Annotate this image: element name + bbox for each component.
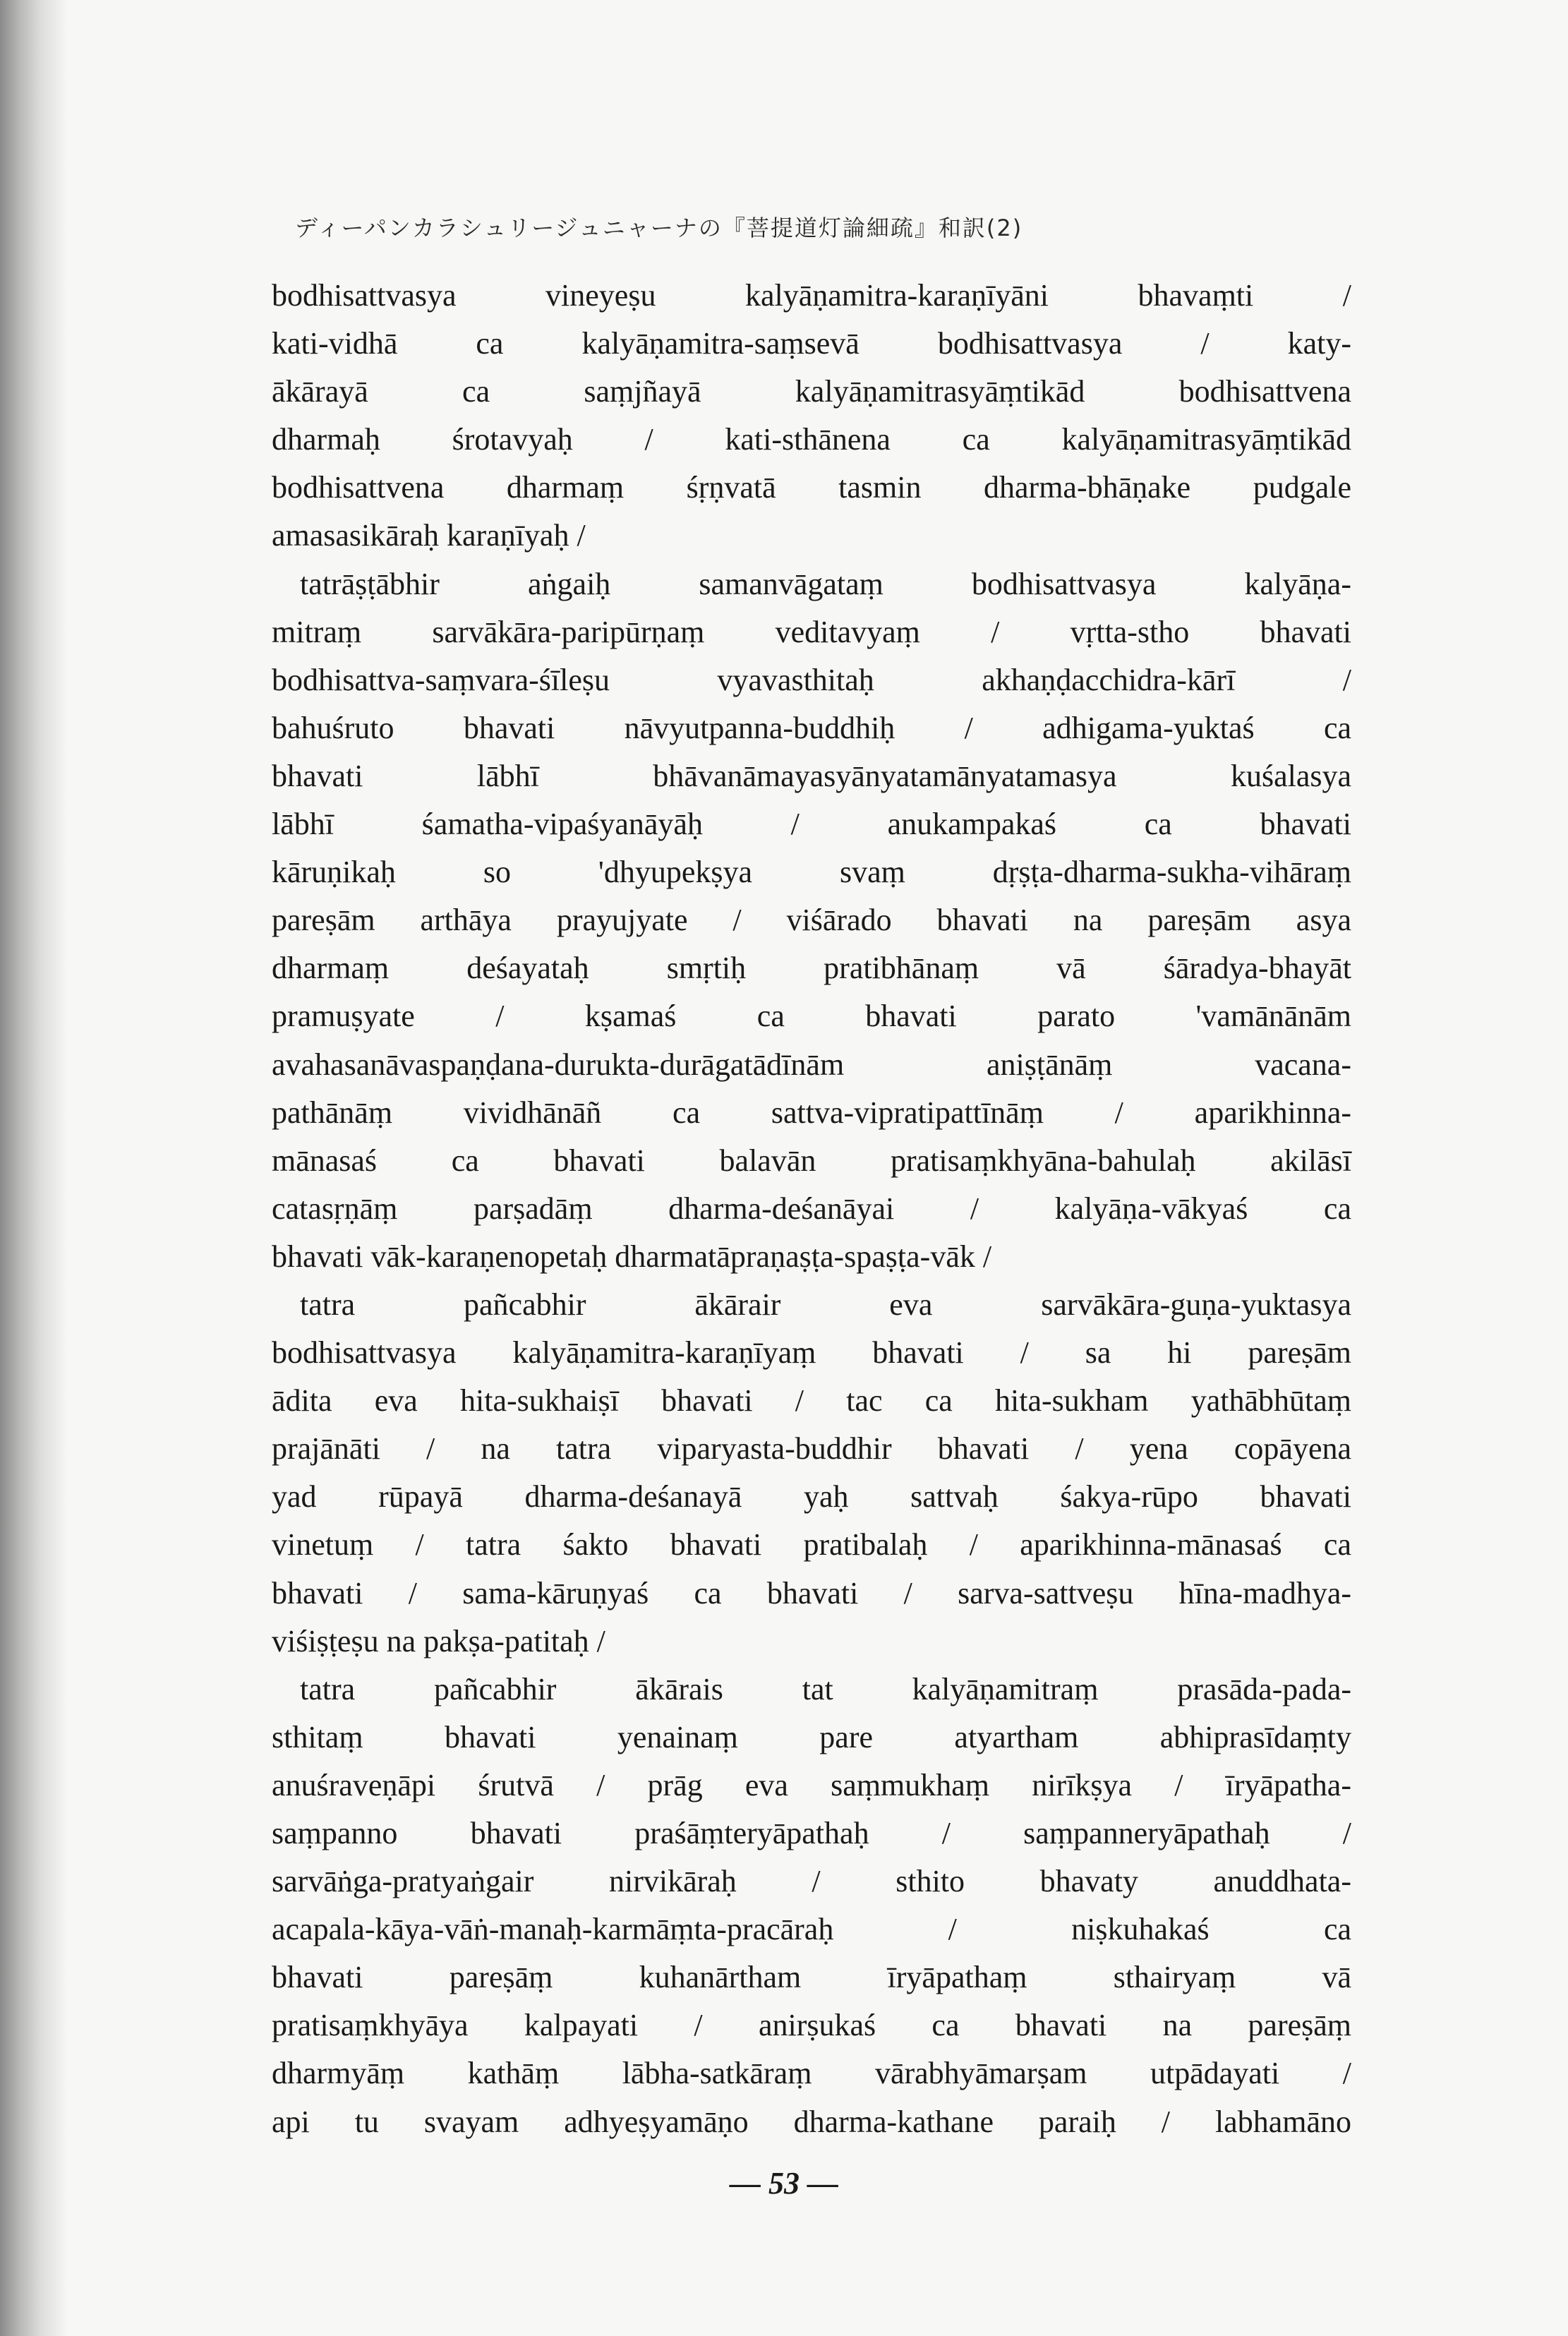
text-line: dharmyāṃ kathāṃ lābha-satkāraṃ vārabhyāmarṣam utpādayati /	[272, 2056, 1351, 2091]
text-line: lābhī śamatha-vipaśyanāyāḥ / anukampakaś ca bhavati	[272, 807, 1351, 842]
text-line: avahasanāvaspaṇḍana-durukta-durāgatādīnām aniṣṭānāṃ vacana-	[272, 1047, 1351, 1082]
running-header: ディーパンカラシュリージュニャーナの『菩提道灯論細疏』和訳(2)	[295, 215, 1023, 241]
text-line: ākārayā ca saṃjñayā kalyāṇamitrasyāṃtikād bodhisattvena	[272, 374, 1351, 409]
text-line: yad rūpayā dharma-deśanayā yaḥ sattvaḥ śakya-rūpo bhavati	[272, 1479, 1351, 1515]
text-line: kati-vidhā ca kalyāṇamitra-saṃsevā bodhisattvasya / katy-	[272, 326, 1351, 361]
text-line: dharmaḥ śrotavyaḥ / kati-sthānena ca kalyāṇamitrasyāṃtikād	[272, 422, 1351, 457]
text-line: saṃpanno bhavati praśāṃteryāpathaḥ / saṃpanneryāpathaḥ /	[272, 1816, 1351, 1850]
text-line: anuśraveṇāpi śrutvā / prāg eva saṃmukhaṃ nirīkṣya / īryāpatha-	[272, 1767, 1351, 1802]
text-line: catasṛṇāṃ parṣadāṃ dharma-deśanāyai / kalyāṇa-vākyaś ca	[272, 1191, 1351, 1226]
text-line: pratisaṃkhyāya kalpayati / anirṣukaś ca bhavati na pareṣāṃ	[272, 2008, 1351, 2043]
text-line: api tu svayam adhyeṣyamāṇo dharma-kathane paraiḥ / labhamāno	[272, 2104, 1351, 2139]
text-line: acapala-kāya-vāṅ-manaḥ-karmāṃta-pracāraḥ / niṣkuhakaś ca	[272, 1912, 1351, 1947]
text-line: dharmaṃ deśayataḥ smṛtiḥ pratibhānaṃ vā śāradya-bhayāt	[272, 951, 1351, 986]
text-line: tatra pañcabhir ākārair eva sarvākāra-guṇa-yuktasya	[300, 1287, 1351, 1322]
text-line: bodhisattvasya vineyeṣu kalyāṇamitra-karaṇīyāni bhavaṃti /	[272, 278, 1351, 313]
text-line: bhavati pareṣāṃ kuhanārtham īryāpathaṃ sthairyaṃ vā	[272, 1960, 1351, 1995]
text-line: bodhisattva-saṃvara-śīleṣu vyavasthitaḥ akhaṇḍacchidra-kārī /	[272, 662, 1351, 697]
text-line: mitraṃ sarvākāra-paripūrṇaṃ veditavyaṃ / vṛtta-stho bhavati	[272, 614, 1351, 649]
text-line: tatra pañcabhir ākārais tat kalyāṇamitraṃ prasāda-pada-	[300, 1671, 1351, 1706]
text-line: bodhisattvasya kalyāṇamitra-karaṇīyaṃ bhavati / sa hi pareṣām	[272, 1335, 1351, 1371]
text-line: pareṣām arthāya prayujyate / viśārado bhavati na pareṣām asya	[272, 903, 1351, 938]
text-line: ādita eva hita-sukhaiṣī bhavati / tac ca hita-sukham yathābhūtaṃ	[272, 1383, 1351, 1419]
text-line: sarvāṅga-pratyaṅgair nirvikāraḥ / sthito bhavaty anuddhata-	[272, 1864, 1351, 1899]
body-text	[272, 272, 1351, 2146]
text-line: bhavati lābhī bhāvanāmayasyānyatamānyatamasya kuśalasya	[272, 758, 1351, 793]
text-line: viśiṣṭeṣu na pakṣa-patitaḥ /	[272, 1623, 605, 1658]
text-line: bhavati / sama-kāruṇyaś ca bhavati / sarva-sattveṣu hīna-madhya-	[272, 1575, 1351, 1610]
text-line: bhavati vāk-karaṇenopetaḥ dharmatāpraṇaṣṭa-spaṣṭa-vāk /	[272, 1239, 992, 1274]
text-line: bodhisattvena dharmaṃ śṛṇvatā tasmin dharma-bhāṇake pudgale	[272, 470, 1351, 505]
text-line: vinetuṃ / tatra śakto bhavati pratibalaḥ / aparikhinna-mānasaś ca	[272, 1527, 1351, 1563]
page-edge-shadow	[0, 0, 67, 2336]
text-line: kāruṇikaḥ so 'dhyupekṣya svaṃ dṛṣṭa-dharma-sukha-vihāraṃ	[272, 855, 1351, 890]
text-line: sthitaṃ bhavati yenainaṃ pare atyartham abhiprasīdaṃty	[272, 1719, 1351, 1754]
text-line: pramuṣyate / kṣamaś ca bhavati parato 'vamānānām	[272, 999, 1351, 1034]
text-line: tatrāṣṭābhir aṅgaiḥ samanvāgataṃ bodhisattvasya kalyāṇa-	[300, 566, 1351, 601]
text-line: bahuśruto bhavati nāvyutpanna-buddhiḥ / adhigama-yuktaś ca	[272, 710, 1351, 745]
text-line: pathānāṃ vividhānāñ ca sattva-vipratipattīnāṃ / aparikhinna-	[272, 1095, 1351, 1130]
text-line: mānasaś ca bhavati balavān pratisaṃkhyāna-bahulaḥ akilāsī	[272, 1143, 1351, 1178]
text-line: prajānāti / na tatra viparyasta-buddhir bhavati / yena copāyena	[272, 1431, 1351, 1467]
text-line: amasasikāraḥ karaṇīyaḥ /	[272, 518, 586, 553]
page-number: — 53 —	[730, 2166, 838, 2200]
